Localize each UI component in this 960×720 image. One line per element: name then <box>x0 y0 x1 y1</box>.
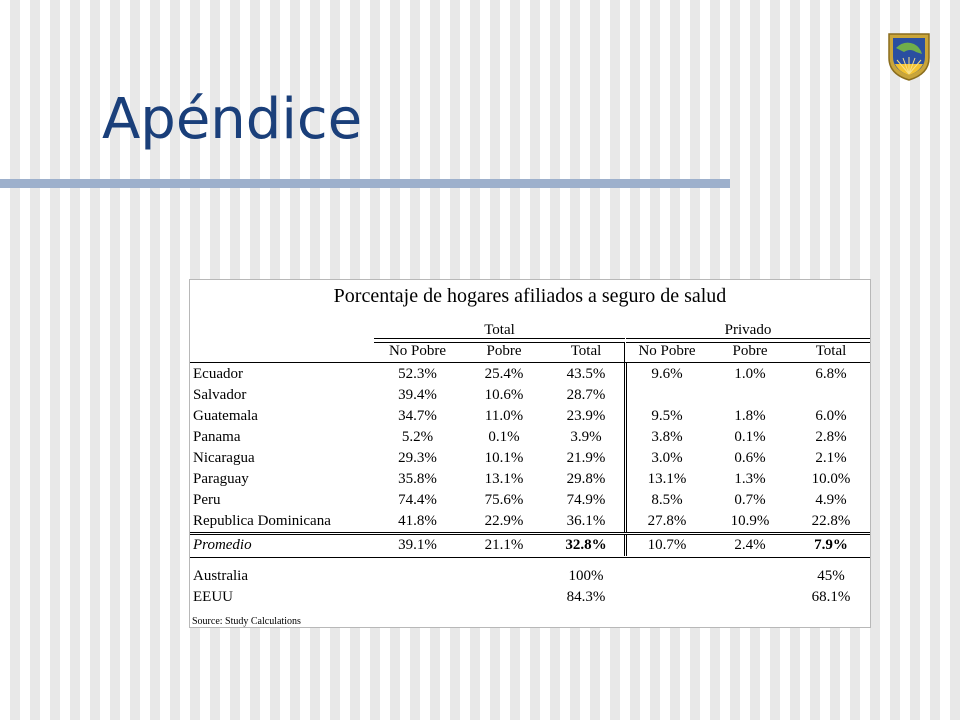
table-row <box>190 490 870 511</box>
title-underline <box>0 179 730 188</box>
header-divider <box>190 362 870 363</box>
table-cell: 3.0% <box>651 450 683 466</box>
table-cell: 100% <box>568 568 604 584</box>
table-cell: 68.1% <box>811 589 851 605</box>
table-cell: 2.8% <box>815 429 847 445</box>
average-bottom-rule <box>190 557 870 558</box>
table-cell: 3.8% <box>651 429 683 445</box>
table-cell: 8.5% <box>651 492 683 508</box>
table-cell: 5.2% <box>401 429 434 445</box>
table-row <box>190 364 870 385</box>
row-label: Ecuador <box>193 366 243 382</box>
shield-logo-icon <box>886 30 932 82</box>
row-label: Panama <box>193 429 241 445</box>
table-cell: 1.8% <box>734 408 766 424</box>
table-cell: 23.9% <box>566 408 606 424</box>
group-separator <box>624 342 625 362</box>
table-cell: 84.3% <box>566 589 606 605</box>
table-row <box>190 587 870 608</box>
group-header-privado: Privado <box>626 322 870 339</box>
table-cell: 36.1% <box>566 513 606 529</box>
row-label: Australia <box>193 568 248 584</box>
average-divider <box>190 532 870 533</box>
table-cell: 6.0% <box>815 408 847 424</box>
table-row <box>190 406 870 427</box>
table-cell: 27.8% <box>647 513 687 529</box>
table-cell: 10.6% <box>484 387 524 403</box>
table-cell: 3.9% <box>570 429 602 445</box>
row-label: Nicaragua <box>193 450 255 466</box>
table-cell: 9.6% <box>651 366 683 382</box>
table-cell: 0.7% <box>734 492 766 508</box>
table-row <box>190 566 870 587</box>
table-cell: 11.0% <box>484 408 524 424</box>
table-cell: 39.1% <box>398 537 437 553</box>
table-cell: 29.3% <box>398 450 437 466</box>
table-cell: 10.7% <box>647 537 687 553</box>
table-cell: 41.8% <box>398 513 437 529</box>
table-cell: 7.9% <box>814 537 848 553</box>
table-cell: 35.8% <box>398 471 437 487</box>
table-cell: 2.1% <box>815 450 847 466</box>
column-header: Pobre <box>732 343 768 359</box>
table-row <box>190 469 870 490</box>
table-cell: 34.7% <box>398 408 437 424</box>
table-cell: 10.1% <box>484 450 524 466</box>
table-row <box>190 448 870 469</box>
table-cell: 10.0% <box>811 471 851 487</box>
table-cell: 0.1% <box>734 429 766 445</box>
table-cell: 4.9% <box>815 492 847 508</box>
column-header: Total <box>815 343 847 359</box>
column-header: Total <box>570 343 602 359</box>
table-cell: 32.8% <box>565 537 607 553</box>
column-header-row <box>190 341 870 362</box>
slide-title: Apéndice <box>102 87 363 152</box>
table-cell: 22.8% <box>811 513 851 529</box>
table-cell: 2.4% <box>734 537 766 553</box>
table-cell: 22.9% <box>484 513 524 529</box>
table-cell: 74.9% <box>566 492 606 508</box>
header-divider-top-total <box>374 342 625 343</box>
row-label: Paraguay <box>193 471 249 487</box>
table-cell: 29.8% <box>566 471 606 487</box>
table-row <box>190 511 870 532</box>
table-cell: 1.3% <box>734 471 766 487</box>
table-cell: 6.8% <box>815 366 847 382</box>
table-cell: 0.6% <box>734 450 766 466</box>
table-cell: 43.5% <box>566 366 606 382</box>
table-cell: 39.4% <box>398 387 437 403</box>
table-row <box>190 385 870 406</box>
table-cell: 10.9% <box>730 513 770 529</box>
row-label: Guatemala <box>193 408 258 424</box>
header-divider-top-privado <box>626 342 870 343</box>
row-label: Peru <box>193 492 221 508</box>
table-cell: 52.3% <box>398 366 437 382</box>
table-cell: 13.1% <box>647 471 687 487</box>
table-cell: 28.7% <box>566 387 606 403</box>
average-row <box>190 535 870 556</box>
table-cell: 0.1% <box>488 429 520 445</box>
table-cell: 45% <box>817 568 845 584</box>
table-cell: 21.9% <box>566 450 606 466</box>
table-cell: 9.5% <box>651 408 683 424</box>
row-label: Republica Dominicana <box>193 513 331 529</box>
table-cell: 75.6% <box>484 492 524 508</box>
source-note: Source: Study Calculations <box>192 616 301 627</box>
table-cell: 13.1% <box>484 471 524 487</box>
column-header: Pobre <box>486 343 522 359</box>
row-label: Salvador <box>193 387 247 403</box>
row-label: Promedio <box>193 537 252 553</box>
group-header-total: Total <box>374 322 625 339</box>
row-label: EEUU <box>193 589 233 605</box>
column-header: No Pobre <box>638 343 696 359</box>
table-row <box>190 427 870 448</box>
table-cell: 25.4% <box>484 366 524 382</box>
table-cell: 21.1% <box>484 537 524 553</box>
insurance-table <box>189 279 871 628</box>
table-cell: 1.0% <box>734 366 766 382</box>
column-header: No Pobre <box>388 343 447 359</box>
table-title: Porcentaje de hogares afiliados a seguro de salud <box>333 285 727 307</box>
table-cell: 74.4% <box>398 492 437 508</box>
